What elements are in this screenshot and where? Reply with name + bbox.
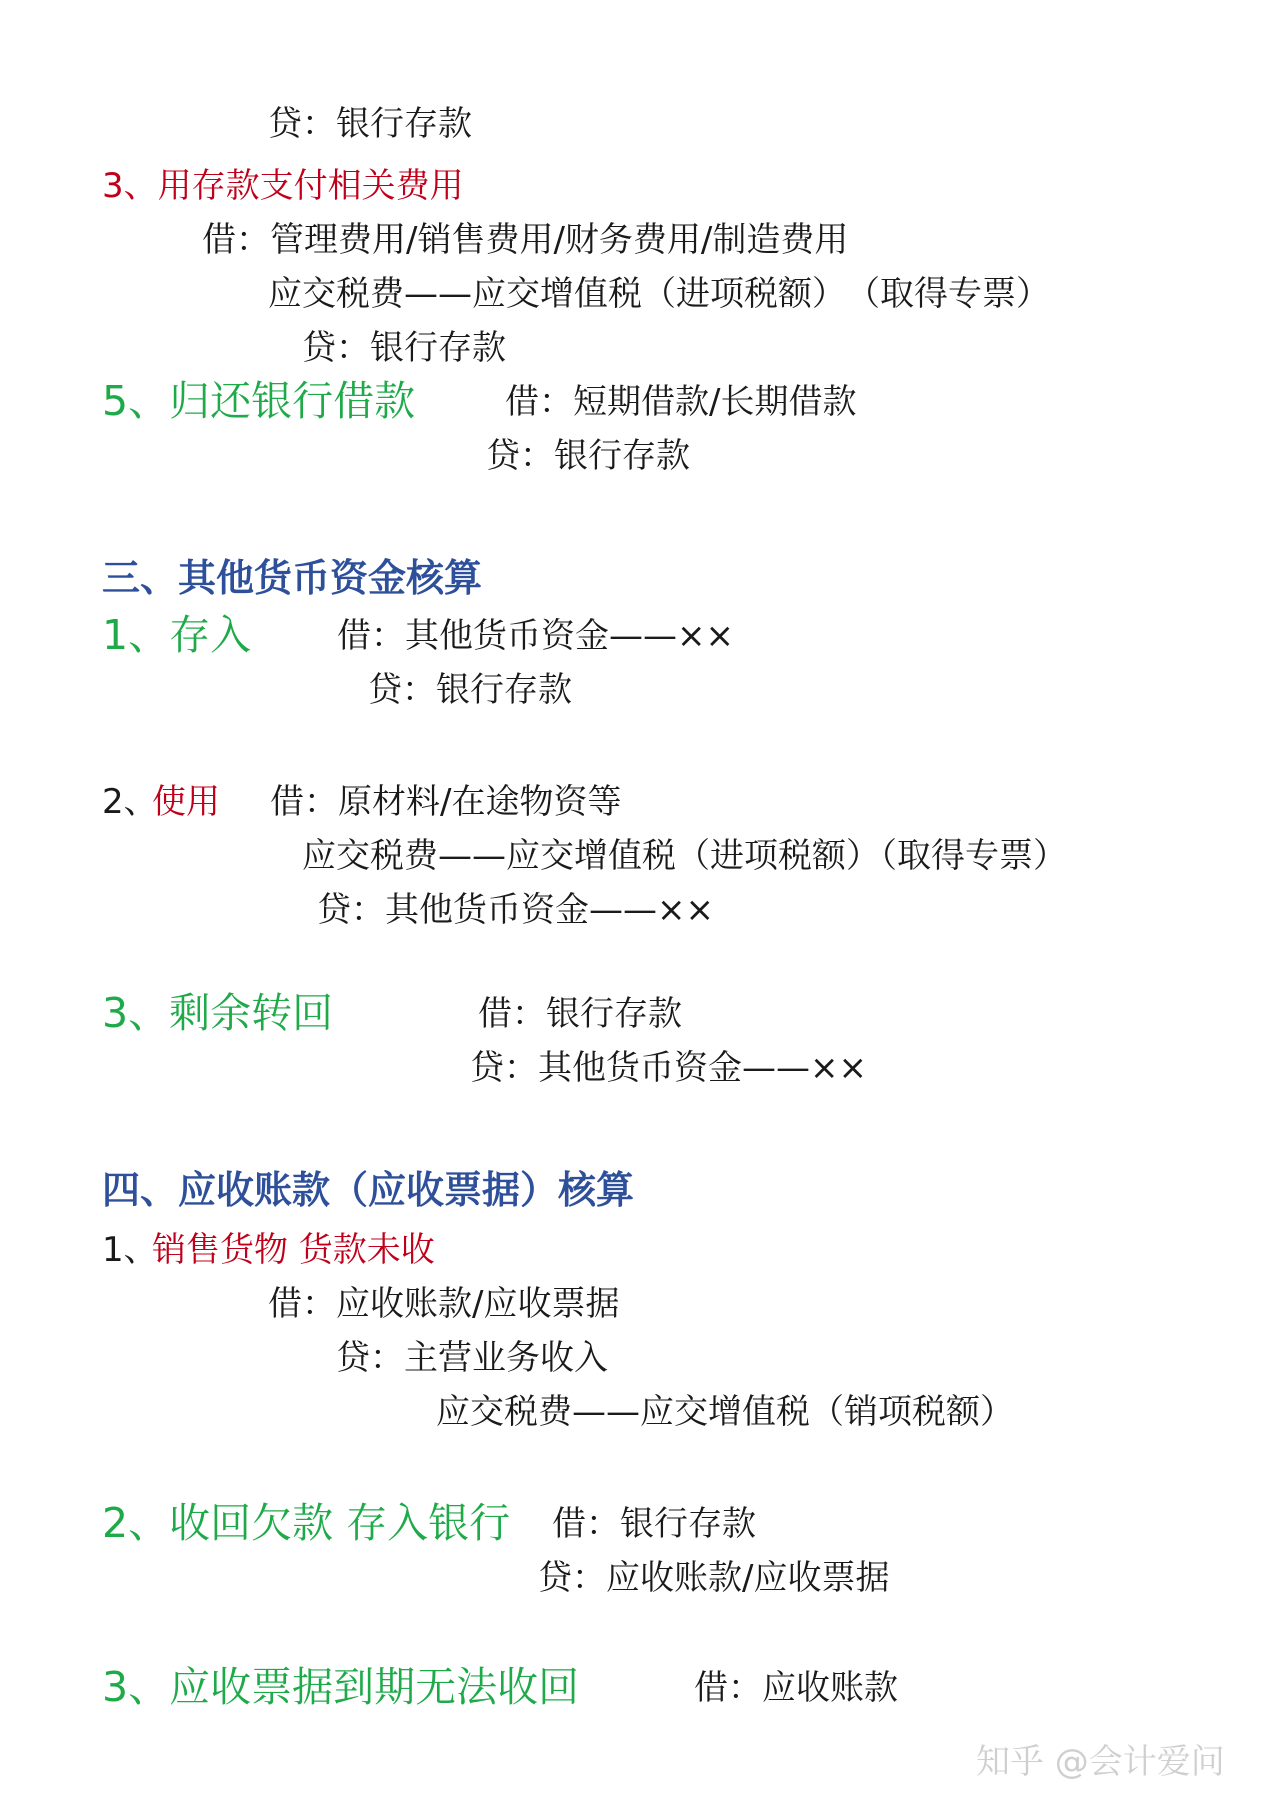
entry-debit-expenses: 借：管理费用/销售费用/财务费用/制造费用 (202, 220, 849, 260)
entry-debit-input-vat: 应交税费——应交增值税（进项税额）（取得专票） (302, 836, 1067, 876)
entry-debit-loans: 借：短期借款/长期借款 (505, 382, 857, 422)
entry-debit-input-vat: 应交税费——应交增值税（进项税额） （取得专票） (268, 274, 1050, 314)
entry-debit-receivables: 借：应收账款/应收票据 (268, 1284, 620, 1324)
section-heading-receivables: 四、应收账款（应收票据）核算 (102, 1168, 635, 1212)
entry-debit-other-funds: 借：其他货币资金——×× (337, 616, 734, 656)
entry-credit-output-vat: 应交税费——应交增值税（销项税额） (436, 1392, 1014, 1432)
entry-credit-bank: 贷：银行存款 (486, 436, 690, 476)
entry-debit-bank: 借：银行存款 (478, 994, 682, 1034)
entry-credit-other-funds: 贷：其他货币资金——×× (317, 890, 714, 930)
entry-credit-bank: 贷：银行存款 (302, 328, 506, 368)
entry-credit-receivables: 贷：应收账款/应收票据 (538, 1558, 890, 1598)
entry-credit-bank: 贷：银行存款 (268, 104, 472, 144)
item-title-pay-expenses: 3、用存款支付相关费用 (102, 166, 464, 206)
entry-credit-bank: 贷：银行存款 (368, 670, 572, 710)
item-title-note-uncollectible: 3、应收票据到期无法收回 (102, 1663, 580, 1711)
item-title-collect-debt: 2、收回欠款 存入银行 (102, 1499, 511, 1547)
section-heading-other-funds: 三、其他货币资金核算 (102, 556, 483, 600)
item-number: 2、 (102, 782, 158, 822)
item-title-return-remaining: 3、剩余转回 (102, 989, 334, 1037)
item-title-sale-unpaid: 销售货物 货款未收 (152, 1230, 435, 1270)
entry-debit-bank: 借：银行存款 (552, 1504, 756, 1544)
entry-credit-other-funds: 贷：其他货币资金——×× (470, 1048, 867, 1088)
item-title-deposit: 1、存入 (102, 611, 252, 659)
item-title-use: 使用 (152, 782, 220, 822)
entry-credit-revenue: 贷：主营业务收入 (336, 1338, 608, 1378)
entry-debit-receivables: 借：应收账款 (694, 1668, 898, 1708)
entry-debit-materials: 借：原材料/在途物资等 (270, 782, 622, 822)
watermark: 知乎 @会计爱问 (976, 1742, 1225, 1782)
item-number: 1、 (102, 1230, 158, 1270)
item-title-repay-loan: 5、归还银行借款 (102, 377, 416, 425)
